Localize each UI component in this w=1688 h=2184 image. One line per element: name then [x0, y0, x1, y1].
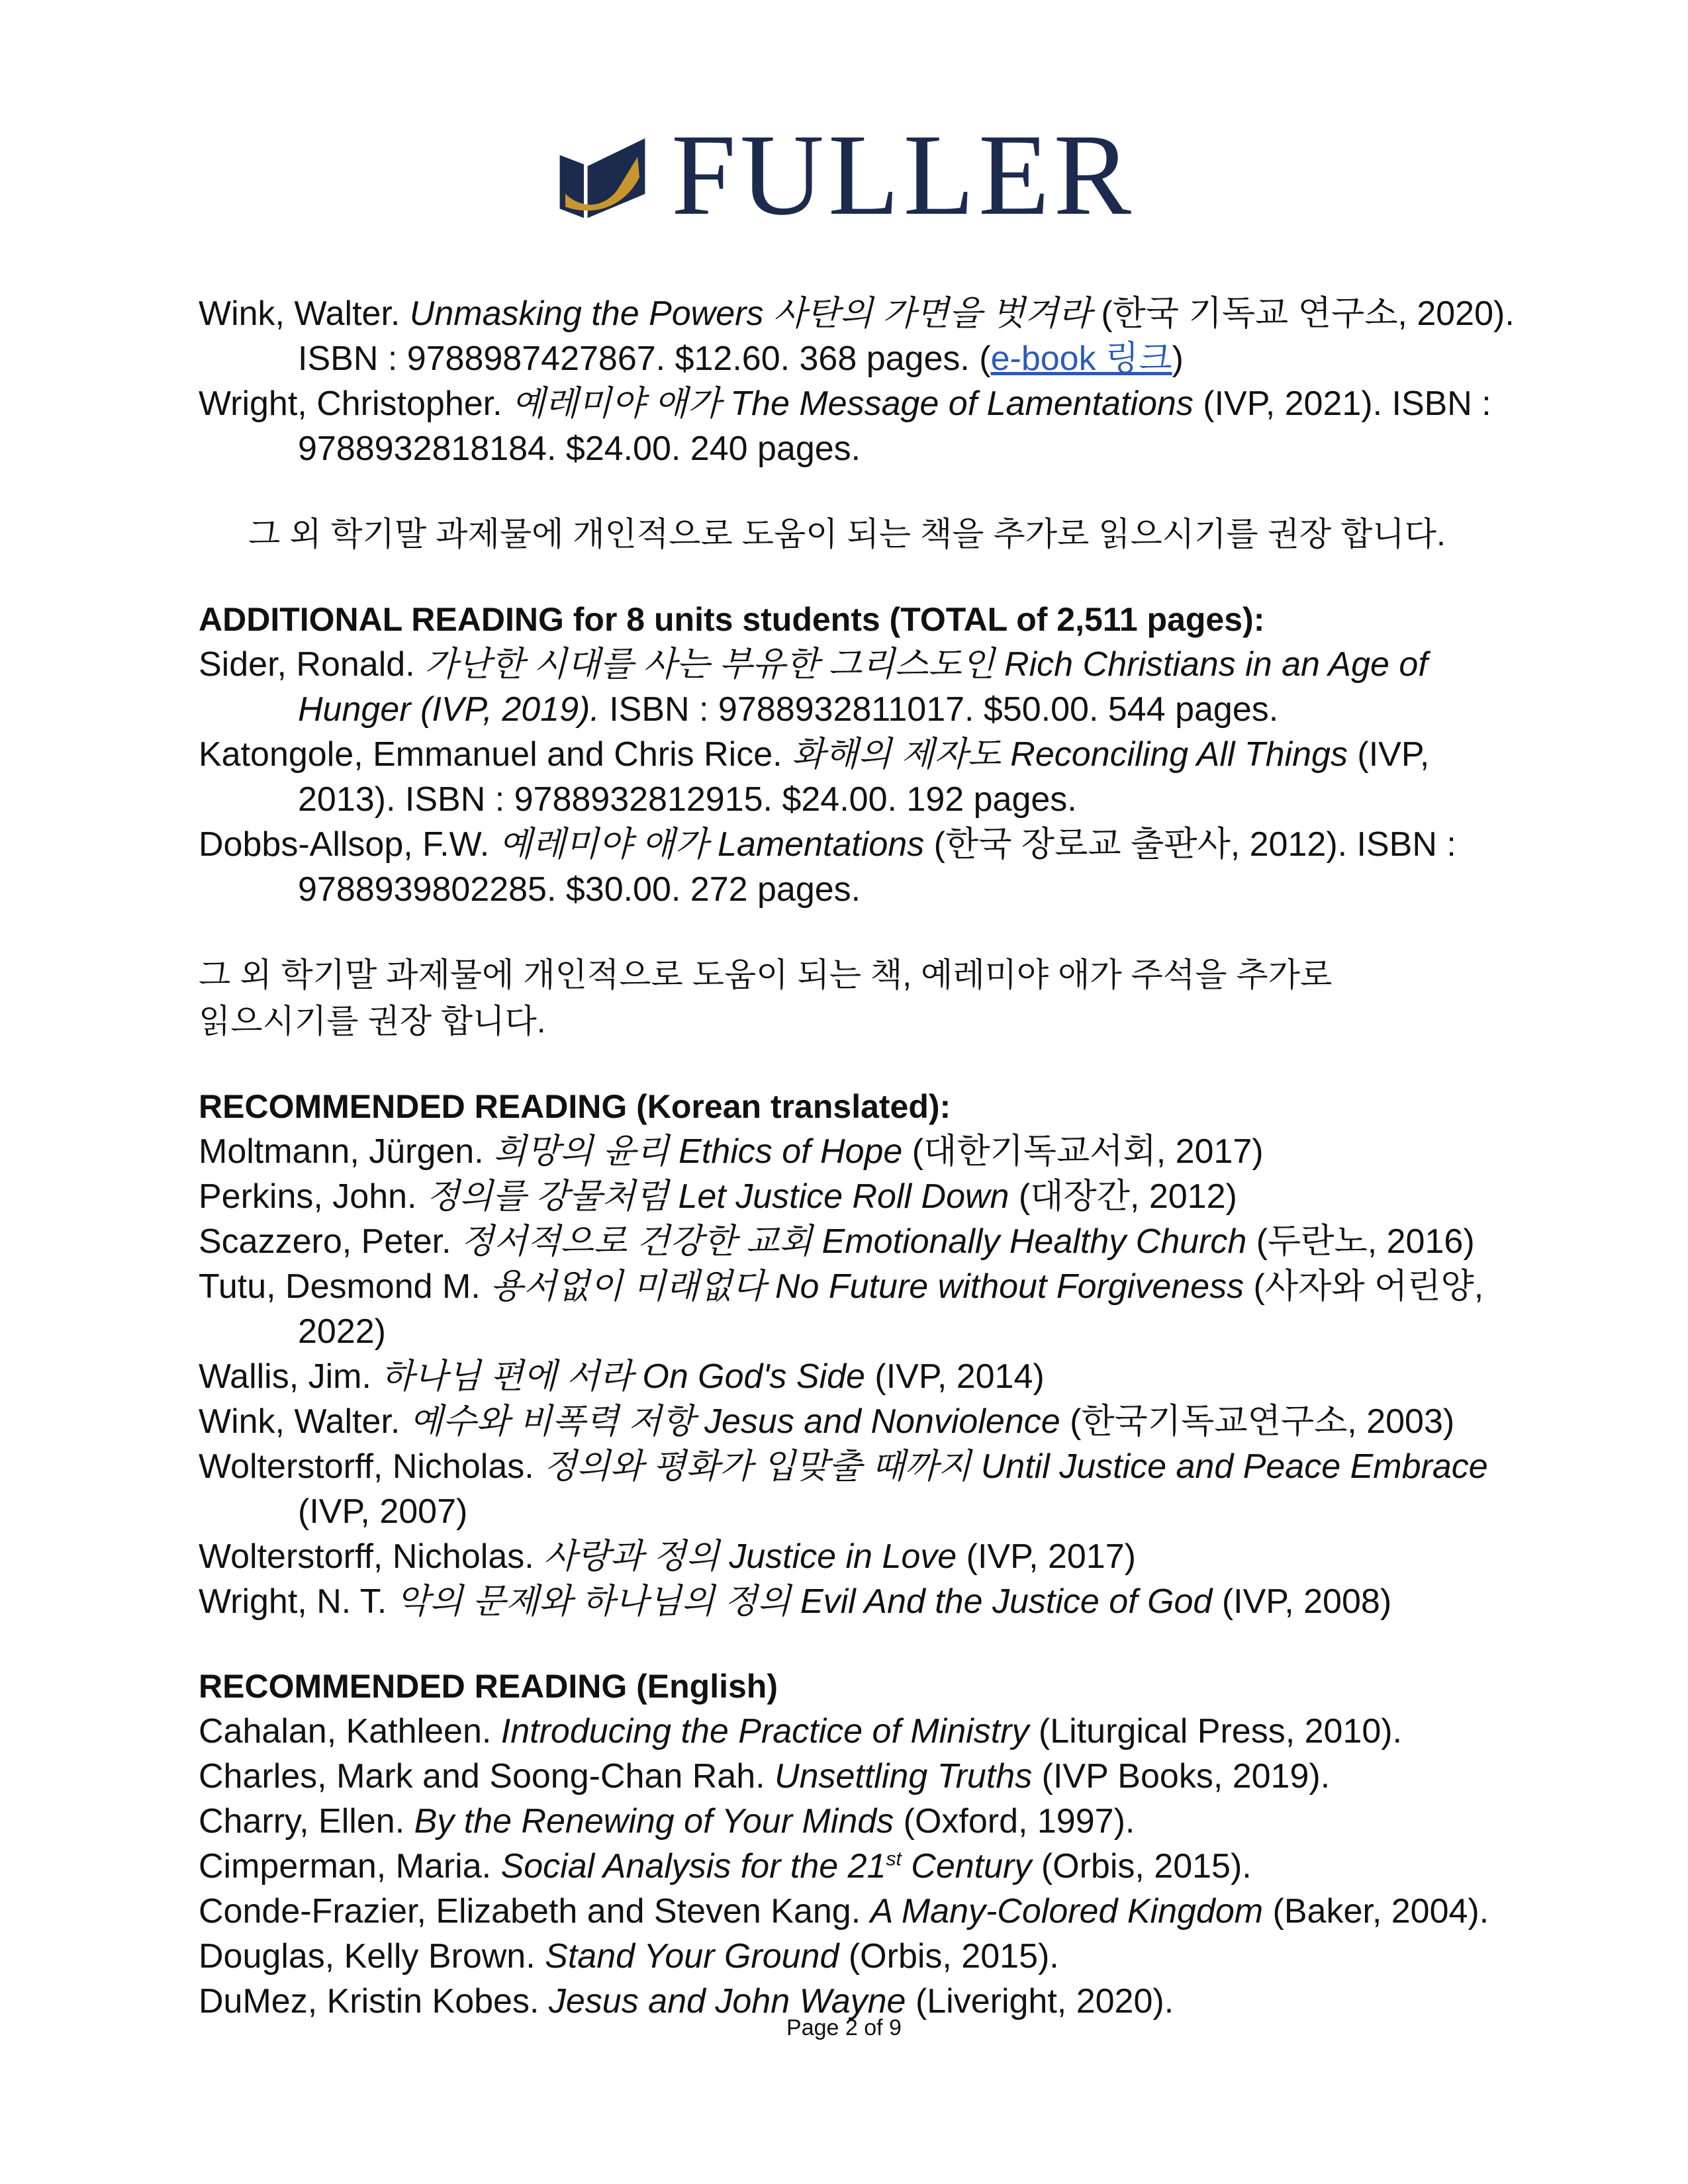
bibliography-entry: Wolterstorff, Nicholas. 사랑과 정의 Justice in Love (IVP, 2017) [199, 1537, 1136, 1576]
page-number: Page 2 of 9 [786, 2015, 902, 2040]
logo-wordmark: FULLER [671, 111, 1135, 240]
bibliography-entry: Wright, N. T. 악의 문제와 하나님의 정의 Evil And the Justice of God (IVP, 2008) [199, 1582, 1392, 1621]
bibliography-entry: Tutu, Desmond M. 용서없이 미래없다 No Future without Forgiveness (사자와 어린양, 2022) [199, 1267, 1484, 1351]
bibliography-entry: Moltmann, Jürgen. 희망의 윤리 Ethics of Hope (대한기독교서회, 2017) [199, 1132, 1264, 1171]
bibliography-entry: Perkins, John. 정의를 강물처럼 Let Justice Roll Down (대장간, 2012) [199, 1177, 1237, 1216]
bibliography-entry: Katongole, Emmanuel and Chris Rice. 화해의 제자도 Reconciling All Things (IVP, 2013). ISBN : 9788932812915. $24.00. 192 pages. [199, 735, 1430, 819]
bibliography-entry: Charry, Ellen. By the Renewing of Your Minds (Oxford, 1997). [199, 1802, 1135, 1841]
reading-note: 그 외 학기말 과제물에 개인적으로 도움이 되는 책, 예레미야 애가 주석을 추가로 [199, 956, 1333, 993]
e-book-link[interactable]: e-book 링크 [990, 340, 1172, 378]
bibliography-entry: Wink, Walter. 예수와 비폭력 저항 Jesus and Nonviolence (한국기독교연구소, 2003) [199, 1402, 1455, 1441]
bibliography-entry: Sider, Ronald. 가난한 시대를 사는 부유한 그리스도인 Rich Christians in an Age of Hunger (IVP, 2019). ISBN : 9788932811017. $50.00. 544 pages. [199, 645, 1428, 729]
reading-note: 그 외 학기말 과제물에 개인적으로 도움이 되는 책을 추가로 읽으시기를 권장 합니다. [248, 516, 1446, 553]
bibliography-entry: Conde-Frazier, Elizabeth and Steven Kang. A Many-Colored Kingdom (Baker, 2004). [199, 1892, 1489, 1931]
bibliography-entry: Charles, Mark and Soong-Chan Rah. Unsettling Truths (IVP Books, 2019). [199, 1757, 1331, 1796]
bibliography-entry: Wright, Christopher. 예레미야 애가 The Message of Lamentations (IVP, 2021). ISBN : 9788932818184. $24.00. 240 pages. [199, 385, 1491, 468]
additional-reading-heading: ADDITIONAL READING for 8 units students (TOTAL of 2,511 pages): [199, 601, 1265, 638]
fuller-book-logo-icon [556, 129, 649, 222]
bibliography-entry: Dobbs-Allsop, F.W. 예레미야 애가 Lamentations (한국 장로교 출판사, 2012). ISBN : 9788939802285. $30.00. 272 pages. [199, 825, 1456, 909]
document-body [199, 291, 1523, 2024]
english-reading-heading: RECOMMENDED READING (English) [199, 1668, 778, 1705]
reading-note: 읽으시기를 권장 합니다. [199, 1003, 546, 1040]
bibliography-entry: Wink, Walter. Unmasking the Powers 사탄의 가면을 벗겨라 (한국 기독교 연구소, 2020). ISBN : 9788987427867. $12.60. 368 pages. (e-book 링크) [199, 295, 1515, 378]
korean-reading-heading: RECOMMENDED READING (Korean translated): [199, 1088, 951, 1125]
bibliography-entry: Douglas, Kelly Brown. Stand Your Ground (Orbis, 2015). [199, 1937, 1059, 1976]
bibliography-entry: Cimperman, Maria. Social Analysis for the 21st Century (Orbis, 2015). [199, 1847, 1252, 1886]
fuller-logo [556, 111, 1135, 240]
bibliography-entry: Wallis, Jim. 하나님 편에 서라 On God's Side (IVP, 2014) [199, 1357, 1045, 1396]
bibliography-entry: Wolterstorff, Nicholas. 정의와 평화가 입맞출 때까지 Until Justice and Peace Embrace (IVP, 2007) [199, 1447, 1488, 1531]
bibliography-entry: Cahalan, Kathleen. Introducing the Practice of Ministry (Liturgical Press, 2010). [199, 1712, 1403, 1751]
bibliography-entry: Scazzero, Peter. 정서적으로 건강한 교회 Emotionally Healthy Church (두란노, 2016) [199, 1222, 1475, 1261]
bibliography-entry: DuMez, Kristin Kobes. Jesus and John Wayne (Liveright, 2020). [199, 1982, 1174, 2021]
